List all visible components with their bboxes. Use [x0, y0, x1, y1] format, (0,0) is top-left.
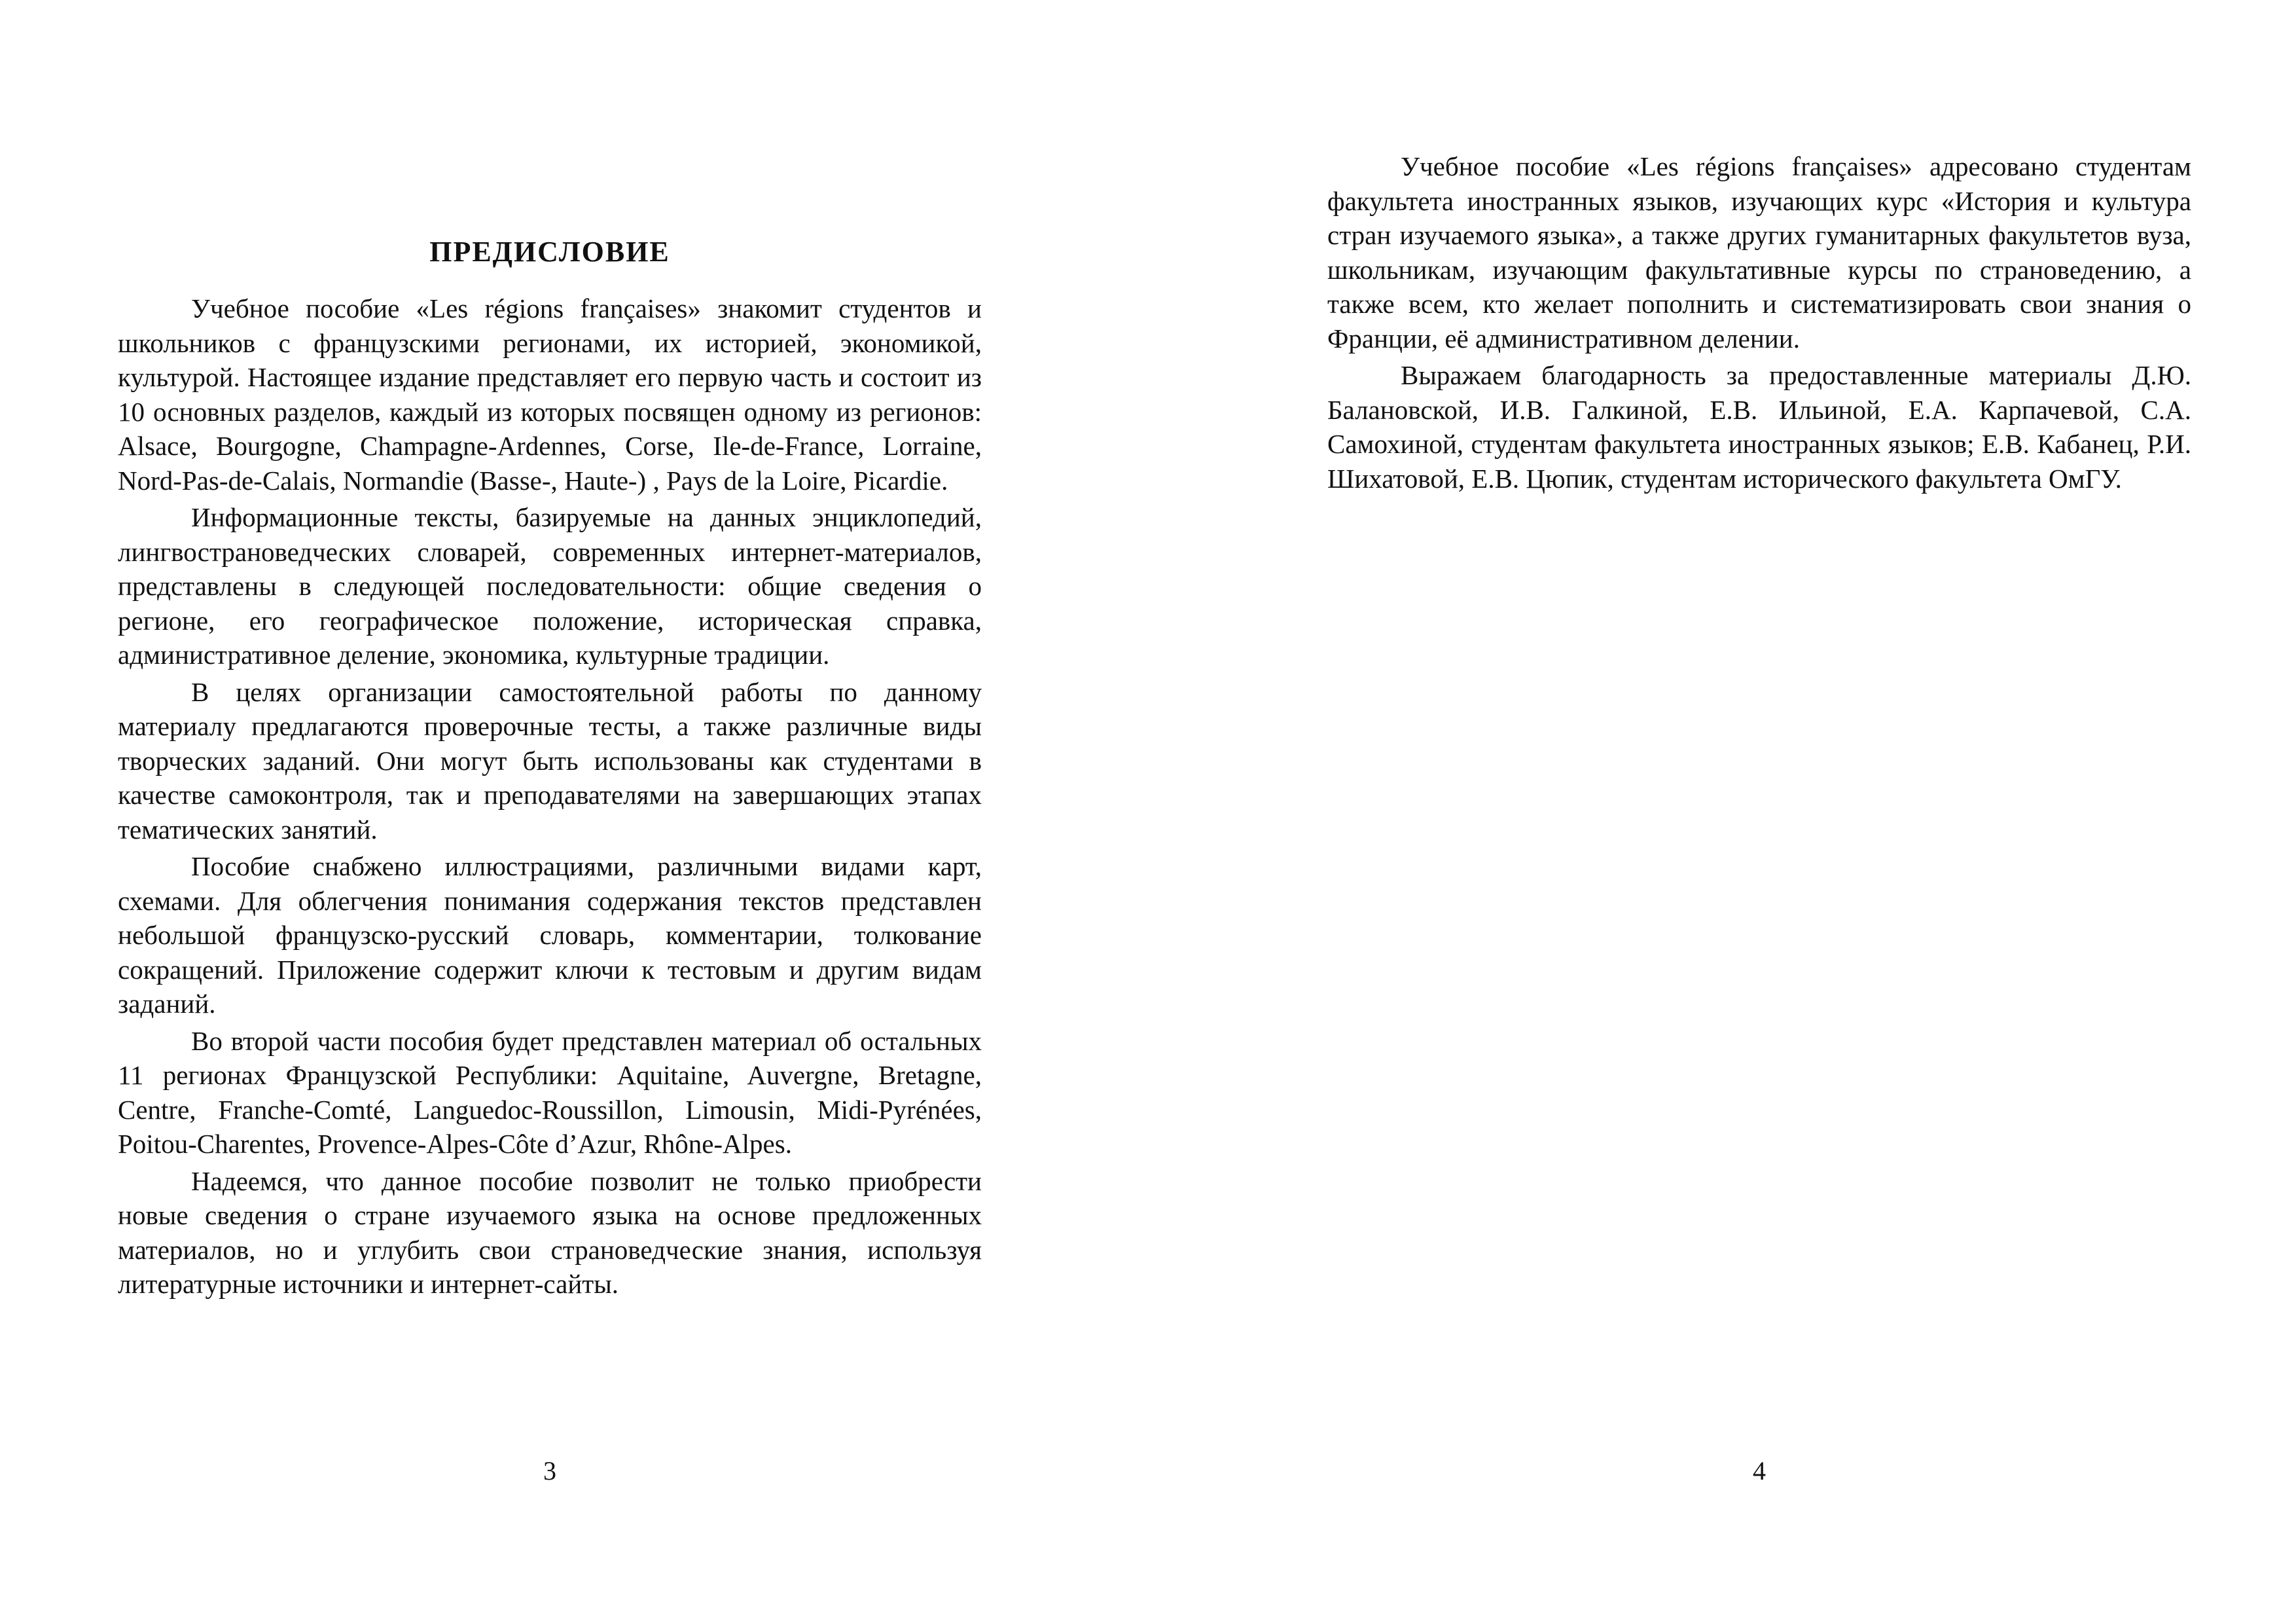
paragraph-second-part: Во второй части пособия будет представлен материал об остальных 11 регионах Французской Республики: Aquitaine, Auvergne, Bretagne, Centre, Franche-Comté, Languedoc-Roussillon, Limousin, Midi-Pyrénées, Poitou-Charentes, Provence-Alpes-Côte d’Azur, Rhône-Alpes.	[118, 1025, 982, 1159]
right-page-body	[1327, 149, 2191, 498]
paragraph-audience: Учебное пособие «Les régions françaises» адресовано студентам факультета иностранных языков, изучающих курс «История и культура стран изучаемого языка», а также других гуманитарных факультетов вуза, школьникам, изучающим факультативные курсы по страноведению, а также всем, кто желает пополнить и систематизировать свои знания о Франции, её административном делении.	[1327, 151, 2191, 354]
paragraph-intro: Учебное пособие «Les régions françaises» знакомит студентов и школьников с французскими регионами, их историей, экономикой, культурой. Настоящее издание представляет его первую часть и состоит из 10 основных разделов, каждый из которых посвящен одному из регионов: Alsace, Bourgogne, Champagne-Ardennes, Corse, Ile-de-France, Lorraine, Nord-Pas-de-Calais, Normandie (Basse-, Haute-) , Pays de la Loire, Picardie.	[118, 293, 982, 496]
paragraph-illustrations: Пособие снабжено иллюстрациями, различными видами карт, схемами. Для облегчения понимания содержания текстов представлен небольшой французско-русский словарь, комментарии, толкование сокращений. Приложение содержит ключи к тестовым и другим видам заданий.	[118, 851, 982, 1019]
page-number-right: 4	[1753, 1456, 1766, 1486]
paragraph-self-study: В целях организации самостоятельной работы по данному материалу предлагаются проверочные тесты, а также различные виды творческих заданий. Они могут быть использованы как студентами в качестве самоконтроля, так и преподавателями на завершающих этапах тематических занятий.	[118, 676, 982, 845]
page-number-left: 3	[543, 1456, 556, 1486]
page-title: ПРЕДИСЛОВИЕ	[429, 236, 670, 268]
paragraph-information-texts: Информационные тексты, базируемые на данных энциклопедий, лингвострановедческих словарей, современных интернет-материалов, представлены в следующей последовательности: общие сведения о регионе, его географическое положение, историческая справка, административное деление, экономика, культурные традиции.	[118, 502, 982, 670]
left-page-body	[118, 232, 982, 1304]
right-page	[1148, 0, 2296, 1623]
paragraph-hope: Надеемся, что данное пособие позволит не только приобрести новые сведения о стране изучаемого языка на основе предложенных материалов, но и углубить свои страноведческие знания, используя литературные источники и интернет-сайты.	[118, 1165, 982, 1299]
paragraph-acknowledgements: Выражаем благодарность за предоставленные материалы Д.Ю. Балановской, И.В. Галкиной, Е.В. Ильиной, Е.А. Карпачевой, С.А. Самохиной, студентам факультета иностранных языков; Е.В. Кабанец, Р.И. Шихатовой, Е.В. Цюпик, студентам исторического факультета ОмГУ.	[1327, 360, 2191, 494]
